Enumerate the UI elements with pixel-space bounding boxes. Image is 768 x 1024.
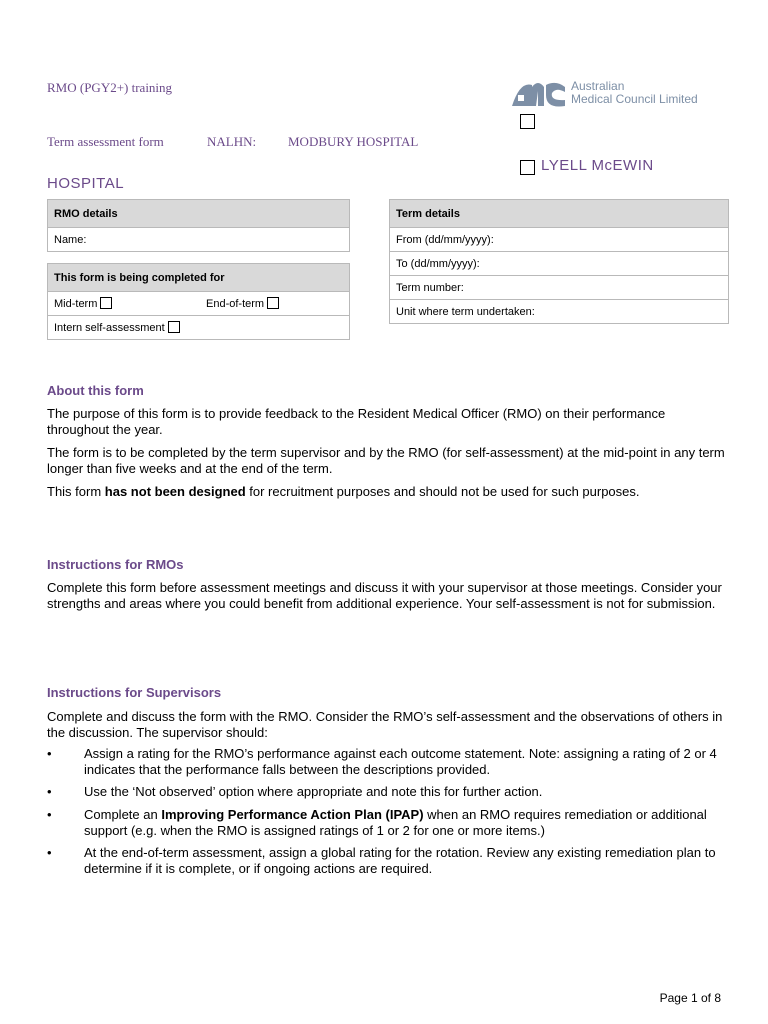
name-field[interactable]: Name: [48,228,350,252]
from-date-field[interactable]: From (dd/mm/yyyy): [390,228,729,252]
to-date-field[interactable]: To (dd/mm/yyyy): [390,252,729,276]
modbury-checkbox[interactable] [520,114,535,129]
mid-term-label: Mid-term [54,298,98,310]
mid-term-checkbox[interactable] [100,297,112,309]
term-details-table [389,199,729,324]
completed-for-table [47,263,350,340]
rmo-details-title: RMO details [48,200,350,228]
hospital-suffix: HOSPITAL [47,175,125,192]
self-assessment-label: Intern self-assessment [54,322,165,334]
unit-field[interactable]: Unit where term undertaken: [390,300,729,324]
supervisor-instructions-heading: Instructions for Supervisors [47,685,222,700]
amc-logo-icon [510,81,566,107]
rmo-details-table [47,199,350,252]
end-of-term-label: End-of-term [206,298,265,310]
rmo-instructions-paragraph: Complete this form before assessment meetings and discuss it with your supervisor at those meetings. Consider your strengths and areas where you could benefit from additional experience. Your self-assessment is not for submission. [47,580,722,611]
network-label: NALHN: [207,134,257,149]
logo-line-2: Medical Council Limited [571,92,698,106]
about-paragraph-2: The form is to be completed by the term supervisor and by the RMO (for self-assessment) at the mid-point in any term longer than five weeks and at the end of the term. [47,445,725,476]
about-paragraph-1: The purpose of this form is to provide feedback to the Resident Medical Officer (RMO) on their performance throughout the year. [47,406,666,437]
form-name: Term assessment form [47,134,164,149]
about-heading: About this form [47,383,144,398]
program-title: RMO (PGY2+) training [47,80,173,95]
amc-logo [510,80,720,110]
hospital-lyell-mcewin: LYELL McEWIN [541,157,654,174]
page-number: Page 1 of 8 [659,991,721,1005]
hospital-modbury: MODBURY HOSPITAL [288,134,419,149]
about-paragraph-3: This form has not been designed for recruitment purposes and should not be used for such purposes. [47,484,640,499]
logo-line-1: Australian [571,79,625,93]
lyell-mcewin-checkbox[interactable] [520,160,535,175]
completed-for-title: This form is being completed for [48,264,350,292]
term-details-title: Term details [390,200,729,228]
rmo-instructions-heading: Instructions for RMOs [47,557,184,572]
self-assessment-checkbox[interactable] [168,321,180,333]
supervisor-intro: Complete and discuss the form with the RMO. Consider the RMO’s self-assessment and the observations of others in the discussion. The supervisor should: [47,709,723,740]
end-of-term-checkbox[interactable] [267,297,279,309]
term-number-field[interactable]: Term number: [390,276,729,300]
